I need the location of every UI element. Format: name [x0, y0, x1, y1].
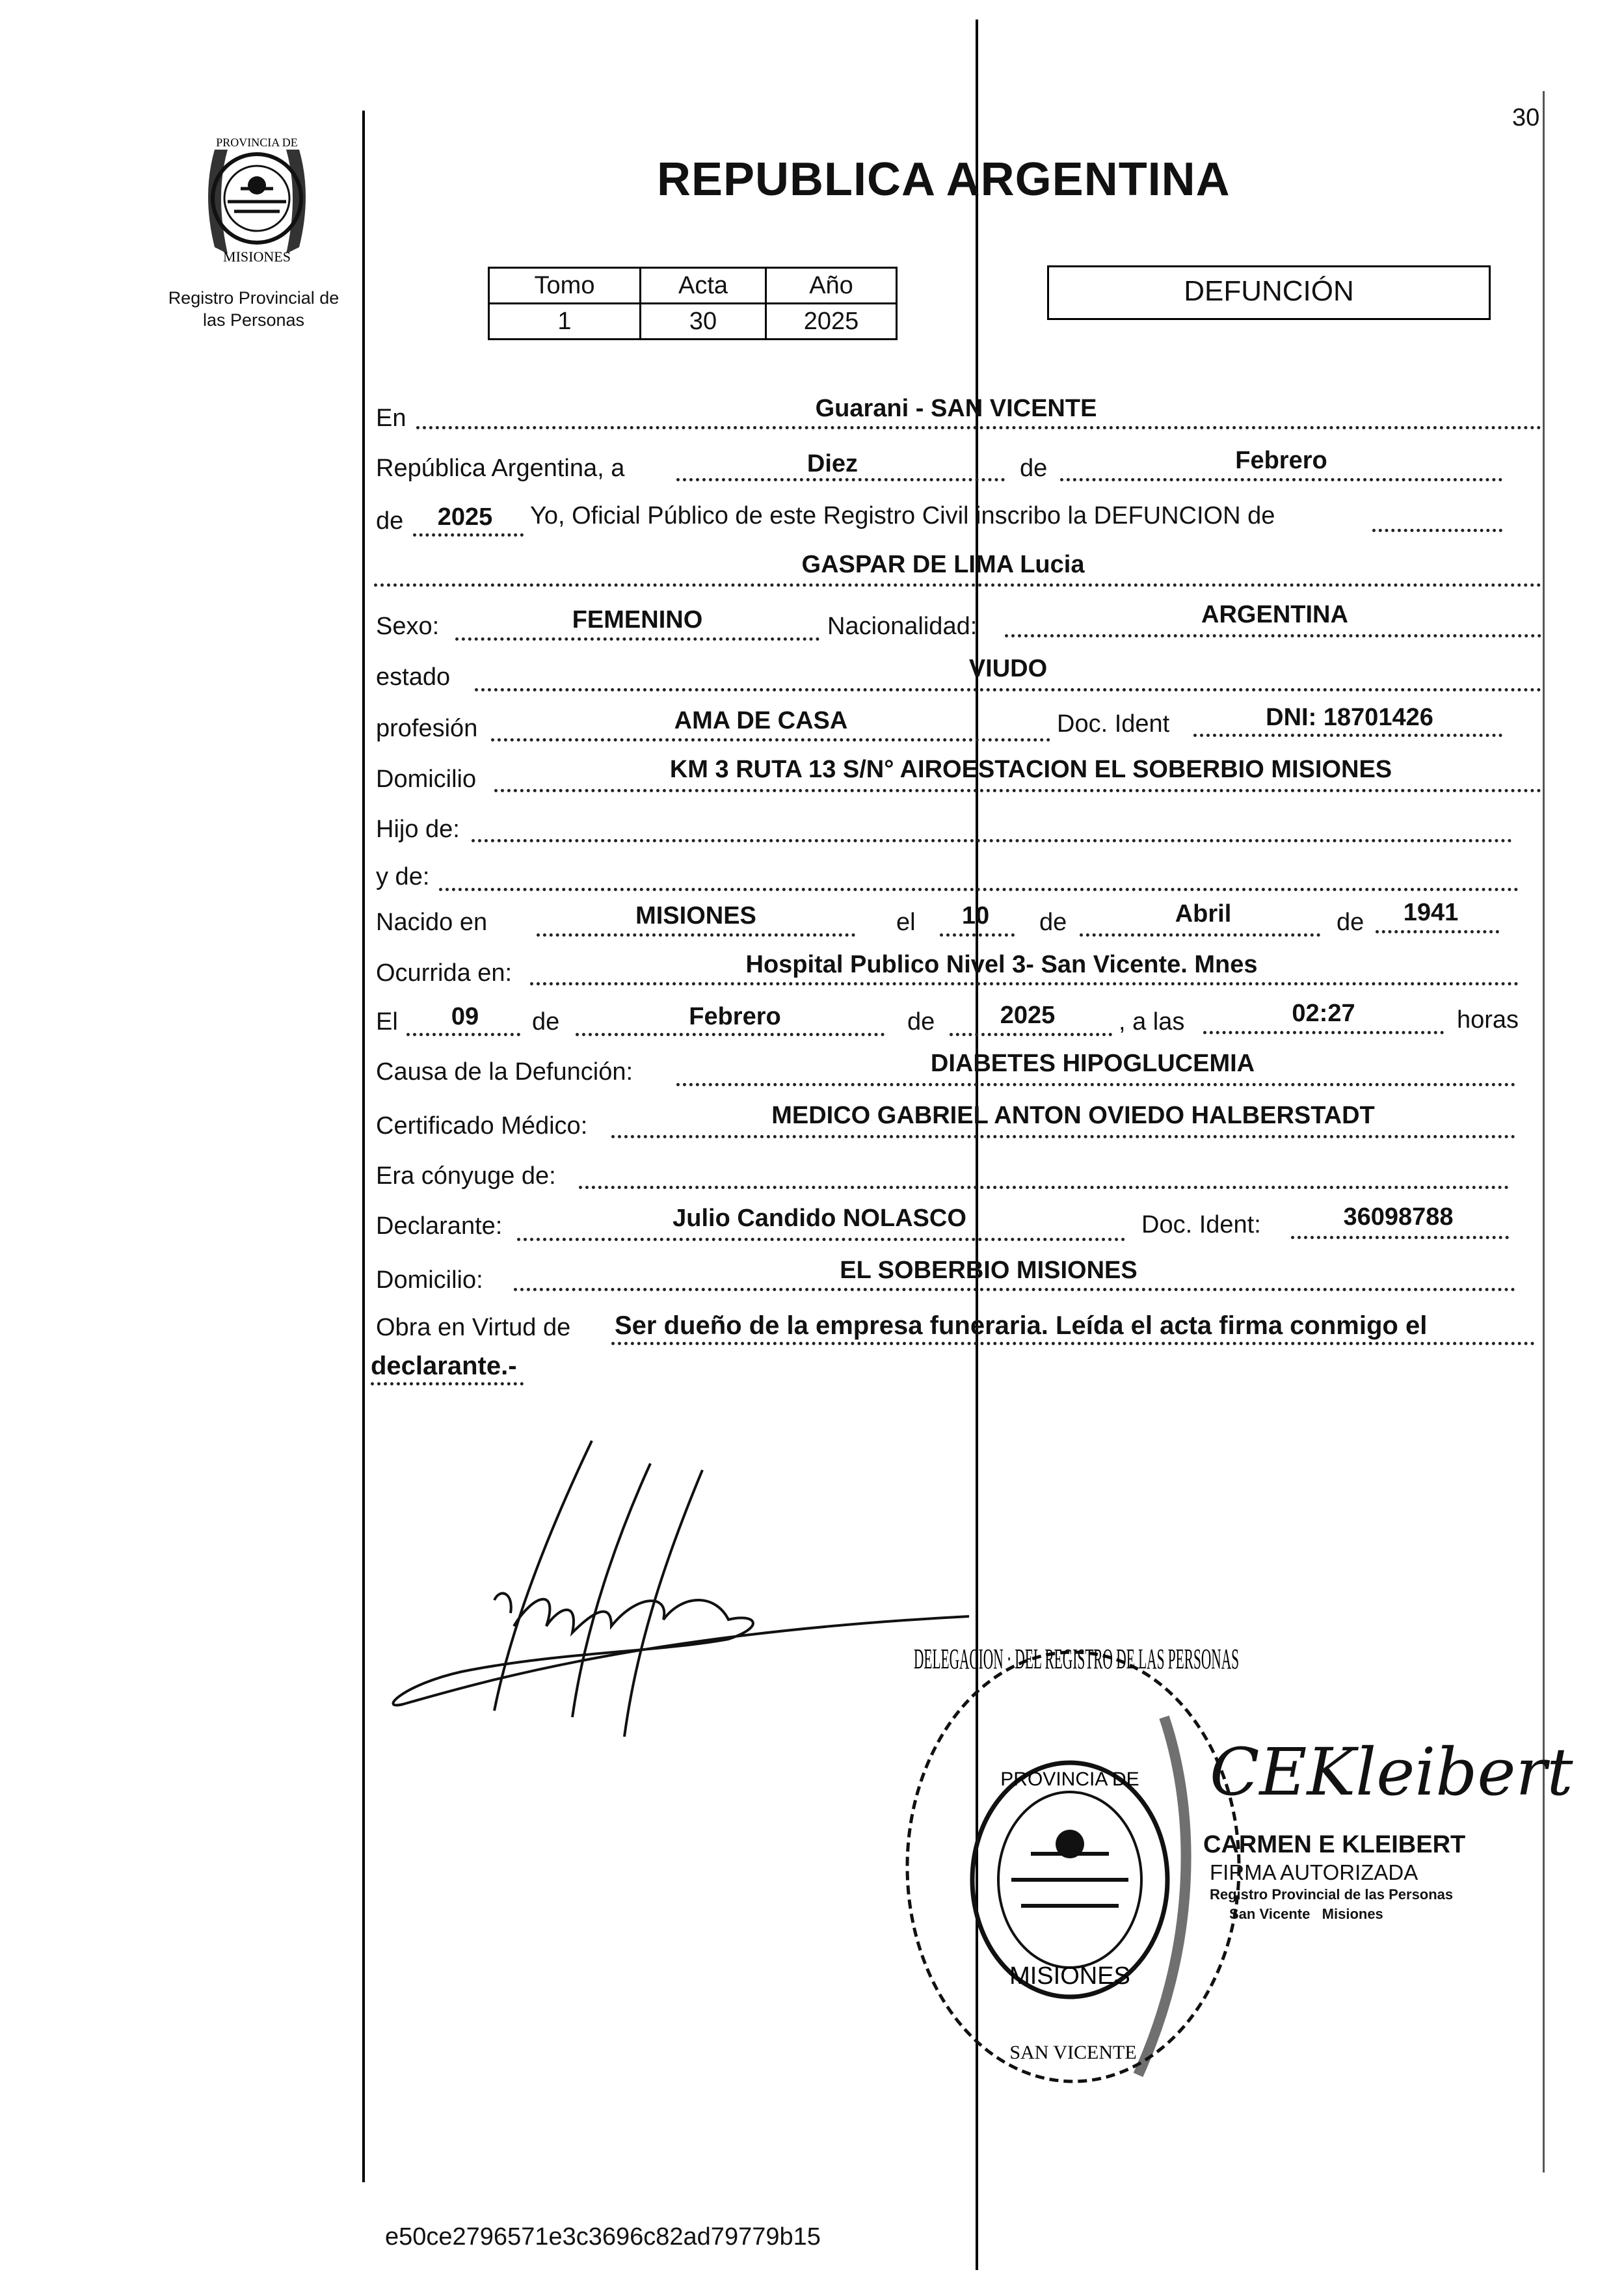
table-value-anio: 2025 [766, 304, 897, 340]
deceased-name: GASPAR DE LIMA Lucia [801, 551, 1085, 578]
year-value: 2025 [437, 503, 493, 531]
fecha-dia: 09 [451, 1003, 479, 1030]
declarante-label: Declarante: [376, 1212, 503, 1240]
alas-label: , a las [1119, 1008, 1185, 1036]
hijo-dotted-line [472, 839, 1512, 842]
declarante-dotted-line [517, 1238, 1125, 1241]
domicilio2-label: Domicilio: [376, 1266, 483, 1294]
day-value: Diez [806, 450, 859, 477]
nacido-anio-dotted-line [1376, 930, 1499, 933]
nacido-value: MISIONES [635, 902, 756, 929]
causa-dotted-line [676, 1083, 1515, 1086]
en-label: En [376, 405, 406, 432]
ocurrida-value: Hospital Publico Nivel 3- San Vicente. Mnes [745, 951, 1258, 978]
hora-dotted-line [1203, 1031, 1444, 1034]
sexo-label: Sexo: [376, 613, 440, 640]
nacido-de1-label: de [1039, 909, 1067, 936]
document-hash: e50ce2796571e3c3696c82ad79779b15 [385, 2223, 821, 2251]
doc-label: Doc. Ident [1057, 710, 1170, 738]
province-emblem-icon [189, 124, 325, 273]
seal-inner-top: PROVINCIA DE [1000, 1769, 1139, 1790]
declarante-doc-value: 36098788 [1343, 1203, 1454, 1231]
fecha-anio-dotted-line [950, 1033, 1112, 1036]
obra-dotted-line-2 [371, 1382, 524, 1385]
sexo-dotted-line [455, 637, 819, 641]
obra-dotted-line [611, 1342, 1535, 1345]
table-row [489, 268, 897, 304]
republica-label: República Argentina, a [376, 455, 625, 482]
registry-name-line2: las Personas [202, 310, 305, 330]
doc-dotted-line [1193, 734, 1502, 737]
ocurrida-label: Ocurrida en: [376, 959, 512, 987]
nacido-mes: Abril [1175, 900, 1232, 928]
year-prefix-label: de [376, 507, 404, 535]
El-label: El [376, 1008, 398, 1036]
nacido-anio: 1941 [1403, 899, 1459, 926]
table-header-tomo: Tomo [489, 268, 641, 304]
domicilio-value: KM 3 RUTA 13 S/N° AIROESTACION EL SOBERBIO MISIONES [669, 756, 1392, 783]
table-value-tomo: 1 [489, 304, 641, 340]
domicilio2-value: EL SOBERBIO MISIONES [840, 1257, 1138, 1284]
causa-value: DIABETES HIPOGLUCEMIA [930, 1050, 1255, 1077]
emblem-top-text: PROVINCIA DE [216, 136, 298, 149]
nacido-mes-dotted-line [1080, 933, 1320, 937]
profesion-label: profesión [376, 715, 478, 742]
month-value: Febrero [1235, 447, 1327, 474]
fecha-mes: Febrero [689, 1003, 781, 1030]
official-role: FIRMA AUTORIZADA [1210, 1860, 1418, 1884]
profesion-dotted-line [491, 738, 1050, 742]
obra-value-line1: Ser dueño de la empresa funeraria. Leída el acta firma conmigo el [615, 1311, 1428, 1340]
nacionalidad-value: ARGENTINA [1201, 601, 1348, 628]
declarante-doc-label: Doc. Ident: [1141, 1211, 1261, 1238]
right-margin-line [1543, 91, 1545, 2172]
nacionalidad-dotted-line [1005, 634, 1541, 637]
table-header-acta: Acta [641, 268, 766, 304]
official-office: Registro Provincial de las Personas [1210, 1886, 1454, 1903]
document-title: REPUBLICA ARGENTINA [657, 154, 1231, 206]
declarante-doc-dotted-line [1291, 1236, 1509, 1239]
nacido-dia: 10 [961, 902, 990, 929]
seal-bottom-text: SAN VICENTE [1009, 2042, 1137, 2063]
nacido-dia-dotted-line [940, 933, 1015, 937]
year-dotted-line [413, 533, 524, 537]
emblem-bottom-text: MISIONES [223, 248, 291, 265]
seal-inner-bottom: MISIONES [1009, 1962, 1130, 1990]
doc-value: DNI: 18701426 [1266, 704, 1433, 731]
yde-dotted-line [439, 888, 1519, 891]
intro-dotted-line [1372, 529, 1502, 532]
de-label: de [1020, 455, 1048, 482]
official-signature: CEKleibert [1210, 1734, 1573, 1810]
conyuge-label: Era cónyuge de: [376, 1162, 556, 1190]
el-label: el [896, 909, 916, 936]
left-margin-line [362, 111, 365, 2182]
seal-outer-text: DELEGACION · DEL REGISTRO DE LAS PERSONAS [914, 1643, 1239, 1675]
certificado-value: MEDICO GABRIEL ANTON OVIEDO HALBERSTADT [771, 1102, 1375, 1129]
profesion-value: AMA DE CASA [674, 707, 848, 734]
act-type-box: DEFUNCIÓN [1047, 265, 1491, 320]
table-header-anio: Año [766, 268, 897, 304]
place-value: Guarani - SAN VICENTE [815, 395, 1097, 422]
table-value-acta: 30 [641, 304, 766, 340]
certificado-label: Certificado Médico: [376, 1112, 588, 1140]
fecha-anio: 2025 [1000, 1002, 1056, 1029]
record-table [488, 267, 898, 340]
fecha-de1-label: de [532, 1008, 560, 1036]
ocurrida-dotted-line [530, 982, 1519, 985]
registry-name-line1: Registro Provincial de [168, 288, 339, 308]
en-dotted-line [416, 426, 1541, 429]
official-name: CARMEN E KLEIBERT [1203, 1831, 1466, 1858]
mes-dotted-line [1060, 478, 1502, 481]
nacido-de2-label: de [1337, 909, 1364, 936]
domicilio-label: Domicilio [376, 766, 477, 793]
yde-label: y de: [376, 863, 430, 890]
causa-label: Causa de la Defunción: [376, 1058, 633, 1086]
fecha-dia-dotted-line [406, 1033, 520, 1036]
registry-seal [891, 1620, 1255, 2114]
nacido-label: Nacido en [376, 909, 488, 936]
certificado-dotted-line [611, 1135, 1515, 1138]
estado-label: estado [376, 663, 451, 691]
fecha-mes-dotted-line [576, 1033, 885, 1036]
hora-value: 02:27 [1292, 1000, 1355, 1027]
horas-label: horas [1457, 1006, 1519, 1034]
estado-dotted-line [475, 688, 1541, 691]
domicilio2-dotted-line [514, 1288, 1515, 1291]
sexo-value: FEMENINO [572, 606, 703, 634]
name-dotted-line [374, 583, 1541, 587]
intro-text: Yo, Oficial Público de este Registro Civil inscribo la DEFUNCION de [530, 502, 1275, 529]
domicilio-dotted-line [494, 789, 1541, 792]
conyuge-dotted-line [579, 1186, 1509, 1189]
obra-label: Obra en Virtud de [376, 1314, 571, 1341]
nacido-dotted-line [537, 933, 855, 937]
table-row [489, 304, 897, 340]
obra-value-line2: declarante.- [371, 1352, 517, 1380]
declarante-value: Julio Candido NOLASCO [672, 1205, 966, 1232]
nacionalidad-label: Nacionalidad: [827, 613, 978, 640]
estado-value: VIUDO [968, 655, 1048, 682]
page-number: 30 [1512, 104, 1540, 131]
fecha-de2-label: de [907, 1008, 935, 1036]
hijo-label: Hijo de: [376, 816, 460, 843]
official-location: San Vicente Misiones [1229, 1906, 1383, 1922]
